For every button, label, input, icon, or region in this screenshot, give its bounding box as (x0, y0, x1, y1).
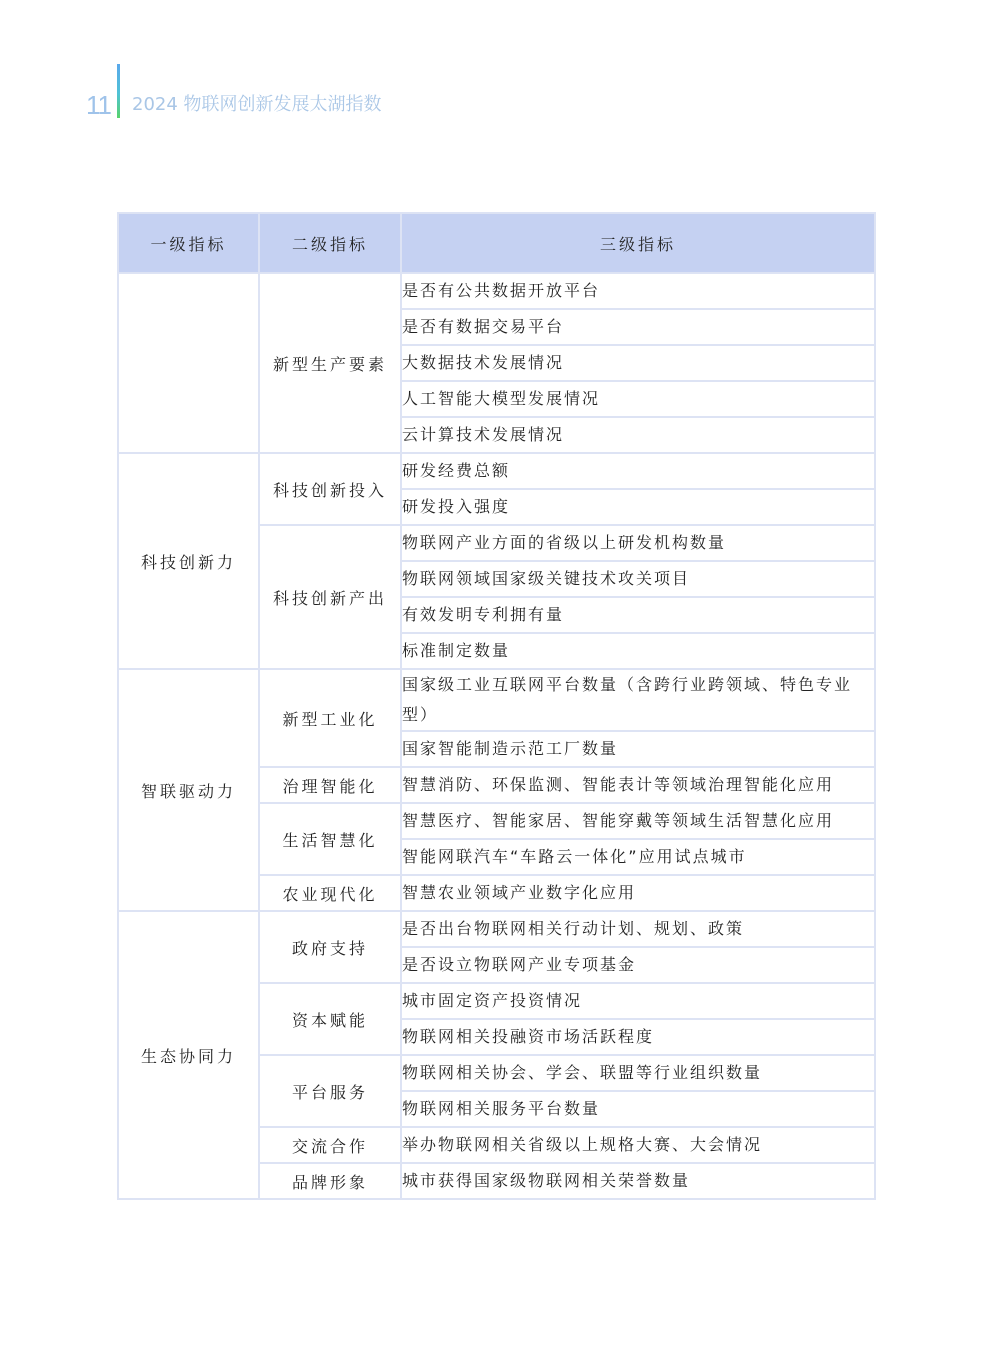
level3-cell: 标准制定数量 (401, 633, 875, 669)
table-row (118, 669, 875, 731)
level3-cell: 研发投入强度 (401, 489, 875, 525)
level3-cell: 智能网联汽车“车路云一体化”应用试点城市 (401, 839, 875, 875)
level2-cell: 新型工业化 (259, 669, 401, 767)
table-row (118, 453, 875, 489)
level3-cell: 是否有公共数据开放平台 (401, 273, 875, 309)
level1-cell: 科技创新力 (118, 453, 259, 669)
level2-cell: 治理智能化 (259, 767, 401, 803)
level2-cell: 交流合作 (259, 1127, 401, 1163)
level3-cell: 举办物联网相关省级以上规格大赛、大会情况 (401, 1127, 875, 1163)
level2-cell: 科技创新产出 (259, 525, 401, 669)
level2-cell: 品牌形象 (259, 1163, 401, 1199)
level1-cell: 智联驱动力 (118, 669, 259, 911)
level3-cell: 国家智能制造示范工厂数量 (401, 731, 875, 767)
column-header-level1: 一级指标 (118, 213, 259, 273)
page-header (0, 0, 992, 140)
level3-cell: 城市获得国家级物联网相关荣誉数量 (401, 1163, 875, 1199)
level3-cell: 是否有数据交易平台 (401, 309, 875, 345)
level3-cell: 物联网相关服务平台数量 (401, 1091, 875, 1127)
level2-cell: 新型生产要素 (259, 273, 401, 453)
level3-cell: 物联网相关投融资市场活跃程度 (401, 1019, 875, 1055)
level3-cell: 物联网相关协会、学会、联盟等行业组织数量 (401, 1055, 875, 1091)
level1-cell-blank (118, 273, 259, 453)
level3-cell: 智慧消防、环保监测、智能表计等领域治理智能化应用 (401, 767, 875, 803)
level3-cell: 人工智能大模型发展情况 (401, 381, 875, 417)
level3-cell: 国家级工业互联网平台数量（含跨行业跨领域、特色专业型） (401, 669, 875, 731)
level3-cell: 大数据技术发展情况 (401, 345, 875, 381)
document-title: 2024 物联网创新发展太湖指数 (132, 94, 382, 115)
table-header-row (118, 213, 875, 273)
level3-cell: 物联网领域国家级关键技术攻关项目 (401, 561, 875, 597)
level3-cell: 智慧医疗、智能家居、智能穿戴等领域生活智慧化应用 (401, 803, 875, 839)
table-row (118, 273, 875, 309)
level3-cell: 是否出台物联网相关行动计划、规划、政策 (401, 911, 875, 947)
level3-cell: 城市固定资产投资情况 (401, 983, 875, 1019)
column-header-level3: 三级指标 (401, 213, 875, 273)
level3-cell: 物联网产业方面的省级以上研发机构数量 (401, 525, 875, 561)
level2-cell: 农业现代化 (259, 875, 401, 911)
column-header-level2: 二级指标 (259, 213, 401, 273)
level2-cell: 资本赋能 (259, 983, 401, 1055)
level3-cell: 智慧农业领域产业数字化应用 (401, 875, 875, 911)
table-row (118, 911, 875, 947)
level2-cell: 平台服务 (259, 1055, 401, 1127)
level3-cell: 是否设立物联网产业专项基金 (401, 947, 875, 983)
level2-cell: 科技创新投入 (259, 453, 401, 525)
page-number: 11 (86, 90, 111, 120)
level2-cell: 生活智慧化 (259, 803, 401, 875)
level2-cell: 政府支持 (259, 911, 401, 983)
level3-cell: 研发经费总额 (401, 453, 875, 489)
indicator-table (117, 212, 876, 1200)
level3-cell: 有效发明专利拥有量 (401, 597, 875, 633)
level1-cell: 生态协同力 (118, 911, 259, 1199)
level3-cell: 云计算技术发展情况 (401, 417, 875, 453)
header-accent-bar (117, 64, 120, 118)
